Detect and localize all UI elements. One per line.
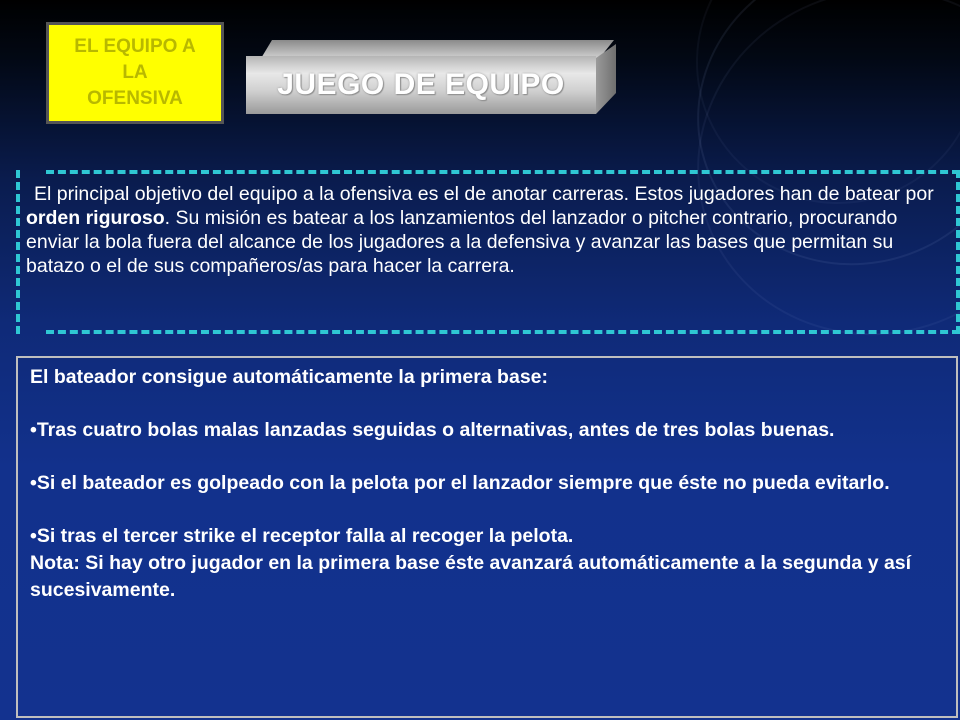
badge-line-2: LA	[122, 62, 148, 83]
intro-border-top	[46, 170, 960, 174]
badge-text	[60, 34, 210, 112]
rules-box	[16, 356, 958, 718]
intro-border-bottom	[46, 330, 960, 334]
intro-text-end: . Su misión es batear a los lanzamientos del lanzador o pitcher contrario, procurando enviar la bola fuera del alcance de los jugadores a la defensiva y avanzar las bases que permitan su batazo o el de sus compañeros/as para hacer la carrera.	[26, 207, 898, 277]
intro-bold-text: orden riguroso	[26, 207, 165, 229]
spacer	[30, 497, 944, 523]
badge-line-1: EL EQUIPO A	[74, 36, 196, 57]
rule-item: •Tras cuatro bolas malas lanzadas seguidas o alternativas, antes de tres bolas buenas.	[30, 419, 835, 441]
rule-item: •Si tras el tercer strike el receptor falla al recoger la pelota.	[30, 525, 574, 547]
title-banner-face	[246, 56, 596, 114]
intro-border-right	[956, 170, 960, 334]
rules-heading: El bateador consigue automáticamente la primera base:	[30, 366, 548, 388]
rule-item: •Si el bateador es golpeado con la pelota por el lanzador siempre que éste no pueda evitarlo.	[30, 472, 890, 494]
page-title: JUEGO DE EQUIPO	[277, 68, 565, 101]
section-badge	[46, 22, 224, 124]
intro-paragraph	[26, 182, 948, 278]
intro-box	[16, 170, 960, 334]
intro-text-start: El principal objetivo del equipo a la ofensiva es el de anotar carreras. Estos jugadores han de batear por	[34, 183, 934, 205]
spacer	[30, 444, 944, 470]
rules-note: Nota: Si hay otro jugador en la primera base éste avanzará automáticamente a la segunda y así sucesivamente.	[30, 552, 912, 601]
spacer	[30, 391, 944, 417]
intro-border-left	[16, 170, 20, 334]
badge-line-3: OFENSIVA	[87, 88, 183, 109]
title-banner	[246, 40, 614, 116]
